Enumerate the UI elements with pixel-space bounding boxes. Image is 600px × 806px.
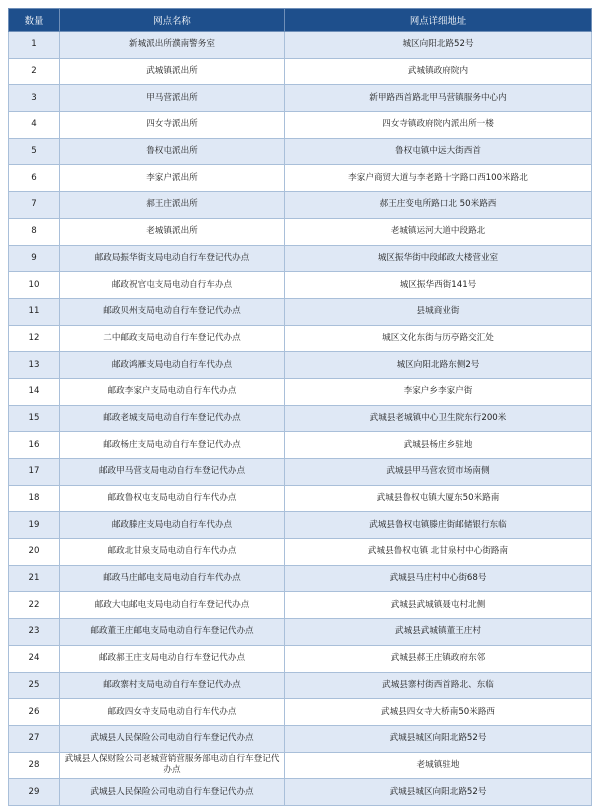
row-number: 8 bbox=[9, 218, 60, 245]
outlet-address: 武城县四女寺大桥南50米路西 bbox=[285, 699, 592, 726]
row-number: 10 bbox=[9, 272, 60, 299]
table-row bbox=[9, 378, 592, 405]
table-row bbox=[9, 672, 592, 699]
outlet-address: 四女寺镇政府院内派出所一楼 bbox=[285, 112, 592, 139]
outlet-address: 武城镇政府院内 bbox=[285, 58, 592, 85]
outlet-name: 邮政贝州支局电动自行车登记代办点 bbox=[60, 298, 285, 325]
row-number: 9 bbox=[9, 245, 60, 272]
row-number: 26 bbox=[9, 699, 60, 726]
outlet-name: 邮政李家户支局电动自行车代办点 bbox=[60, 378, 285, 405]
outlet-name: 邮政局振华街支局电动自行车登记代办点 bbox=[60, 245, 285, 272]
outlet-address: 李家户商贸大道与李老路十字路口西100米路北 bbox=[285, 165, 592, 192]
outlet-name: 老城镇派出所 bbox=[60, 218, 285, 245]
table-row bbox=[9, 192, 592, 219]
outlet-name: 邮政鲁权屯支局电动自行车代办点 bbox=[60, 485, 285, 512]
table-row bbox=[9, 272, 592, 299]
outlet-name: 新城派出所濮南警务室 bbox=[60, 32, 285, 59]
row-number: 6 bbox=[9, 165, 60, 192]
row-number: 16 bbox=[9, 432, 60, 459]
outlet-name: 武城县人民保险公司电动自行车登记代办点 bbox=[60, 725, 285, 752]
table-row bbox=[9, 512, 592, 539]
table-row bbox=[9, 58, 592, 85]
table-row bbox=[9, 432, 592, 459]
outlet-name: 四女寺派出所 bbox=[60, 112, 285, 139]
table-row bbox=[9, 619, 592, 646]
row-number: 18 bbox=[9, 485, 60, 512]
outlet-name: 邮政杨庄支局电动自行车登记代办点 bbox=[60, 432, 285, 459]
outlet-name: 邮政祝官屯支局电动自行车办点 bbox=[60, 272, 285, 299]
outlet-address: 武城县城区向阳北路52号 bbox=[285, 779, 592, 806]
row-number: 17 bbox=[9, 459, 60, 486]
row-number: 19 bbox=[9, 512, 60, 539]
row-number: 2 bbox=[9, 58, 60, 85]
outlet-name: 武城县人保财险公司老城营销营服务部电动自行车登记代办点 bbox=[60, 752, 285, 779]
row-number: 22 bbox=[9, 592, 60, 619]
outlet-address: 城区振华西街141号 bbox=[285, 272, 592, 299]
row-number: 29 bbox=[9, 779, 60, 806]
outlet-address: 武城县老城镇中心卫生院东行200米 bbox=[285, 405, 592, 432]
outlet-name: 邮政滕庄支局电动自行车代办点 bbox=[60, 512, 285, 539]
table-row bbox=[9, 165, 592, 192]
outlet-address: 武城县杨庄乡驻地 bbox=[285, 432, 592, 459]
table-header-row bbox=[9, 9, 592, 32]
row-number: 5 bbox=[9, 138, 60, 165]
outlet-name: 邮政老城支局电动自行车登记代办点 bbox=[60, 405, 285, 432]
row-number: 4 bbox=[9, 112, 60, 139]
outlet-name: 邮政大屯邮电支局电动自行车登记代办点 bbox=[60, 592, 285, 619]
table-row bbox=[9, 112, 592, 139]
outlet-address: 鲁权屯镇中远大街西首 bbox=[285, 138, 592, 165]
table-row bbox=[9, 779, 592, 806]
outlet-address: 武城县鲁权屯镇滕庄街邮储银行东临 bbox=[285, 512, 592, 539]
outlet-address: 老城镇运河大道中段路北 bbox=[285, 218, 592, 245]
outlet-name: 李家户派出所 bbox=[60, 165, 285, 192]
row-number: 12 bbox=[9, 325, 60, 352]
table-row bbox=[9, 245, 592, 272]
outlet-address: 武城县郝王庄镇政府东邻 bbox=[285, 645, 592, 672]
outlet-address: 武城县鲁权屯镇大厦东50米路南 bbox=[285, 485, 592, 512]
outlet-address: 新甲路西首路北甲马营镇服务中心内 bbox=[285, 85, 592, 112]
table-row bbox=[9, 298, 592, 325]
row-number: 7 bbox=[9, 192, 60, 219]
table-row bbox=[9, 752, 592, 779]
outlet-name: 邮政四女寺支局电动自行车代办点 bbox=[60, 699, 285, 726]
outlet-address: 城区振华街中段邮政大楼营业室 bbox=[285, 245, 592, 272]
table-body bbox=[9, 32, 592, 806]
outlet-table-container bbox=[8, 8, 591, 806]
outlet-name: 邮政郝王庄支局电动自行车登记代办点 bbox=[60, 645, 285, 672]
table-row bbox=[9, 352, 592, 379]
outlet-name: 邮政北甘泉支局电动自行车代办点 bbox=[60, 539, 285, 566]
header-name: 网点名称 bbox=[60, 9, 285, 32]
table-row bbox=[9, 325, 592, 352]
outlet-name: 邮政寨村支局电动自行车登记代办点 bbox=[60, 672, 285, 699]
outlet-name: 鲁权屯派出所 bbox=[60, 138, 285, 165]
outlet-address: 武城县城区向阳北路52号 bbox=[285, 725, 592, 752]
outlet-address: 城区向阳北路东侧2号 bbox=[285, 352, 592, 379]
outlet-address: 城区文化东街与历亭路交汇处 bbox=[285, 325, 592, 352]
row-number: 13 bbox=[9, 352, 60, 379]
row-number: 20 bbox=[9, 539, 60, 566]
table-row bbox=[9, 725, 592, 752]
outlet-name: 武城县人民保险公司电动自行车登记代办点 bbox=[60, 779, 285, 806]
table-row bbox=[9, 645, 592, 672]
row-number: 24 bbox=[9, 645, 60, 672]
table-row bbox=[9, 485, 592, 512]
outlet-name: 二中邮政支局电动自行车登记代办点 bbox=[60, 325, 285, 352]
table-row bbox=[9, 218, 592, 245]
table-row bbox=[9, 459, 592, 486]
header-addr: 网点详细地址 bbox=[285, 9, 592, 32]
outlet-address: 县城商业街 bbox=[285, 298, 592, 325]
table-row bbox=[9, 85, 592, 112]
outlet-address: 李家户乡李家户街 bbox=[285, 378, 592, 405]
outlet-name: 邮政甲马营支局电动自行车登记代办点 bbox=[60, 459, 285, 486]
table-row bbox=[9, 699, 592, 726]
outlet-address: 武城县马庄村中心街68号 bbox=[285, 565, 592, 592]
outlet-address: 城区向阳北路52号 bbox=[285, 32, 592, 59]
table-row bbox=[9, 592, 592, 619]
table-row bbox=[9, 405, 592, 432]
row-number: 14 bbox=[9, 378, 60, 405]
row-number: 21 bbox=[9, 565, 60, 592]
outlet-name: 武城镇派出所 bbox=[60, 58, 285, 85]
table-row bbox=[9, 138, 592, 165]
outlet-address: 郝王庄变电所路口北 50米路西 bbox=[285, 192, 592, 219]
outlet-name: 郝王庄派出所 bbox=[60, 192, 285, 219]
header-num: 数量 bbox=[9, 9, 60, 32]
outlet-address: 武城县武城镇聂屯村北侧 bbox=[285, 592, 592, 619]
row-number: 1 bbox=[9, 32, 60, 59]
row-number: 23 bbox=[9, 619, 60, 646]
outlet-table bbox=[8, 8, 592, 806]
row-number: 3 bbox=[9, 85, 60, 112]
table-row bbox=[9, 539, 592, 566]
outlet-address: 武城县鲁权屯镇 北甘泉村中心街路南 bbox=[285, 539, 592, 566]
row-number: 11 bbox=[9, 298, 60, 325]
outlet-name: 甲马营派出所 bbox=[60, 85, 285, 112]
outlet-name: 邮政董王庄邮电支局电动自行车登记代办点 bbox=[60, 619, 285, 646]
table-row bbox=[9, 565, 592, 592]
row-number: 28 bbox=[9, 752, 60, 779]
outlet-name: 邮政马庄邮电支局电动自行车代办点 bbox=[60, 565, 285, 592]
row-number: 25 bbox=[9, 672, 60, 699]
outlet-address: 武城县武城镇董王庄村 bbox=[285, 619, 592, 646]
row-number: 15 bbox=[9, 405, 60, 432]
outlet-address: 武城县甲马营农贸市场南侧 bbox=[285, 459, 592, 486]
row-number: 27 bbox=[9, 725, 60, 752]
outlet-address: 老城镇驻地 bbox=[285, 752, 592, 779]
outlet-address: 武城县寨村街西首路北、东临 bbox=[285, 672, 592, 699]
table-row bbox=[9, 32, 592, 59]
outlet-name: 邮政鸿雁支局电动自行车代办点 bbox=[60, 352, 285, 379]
